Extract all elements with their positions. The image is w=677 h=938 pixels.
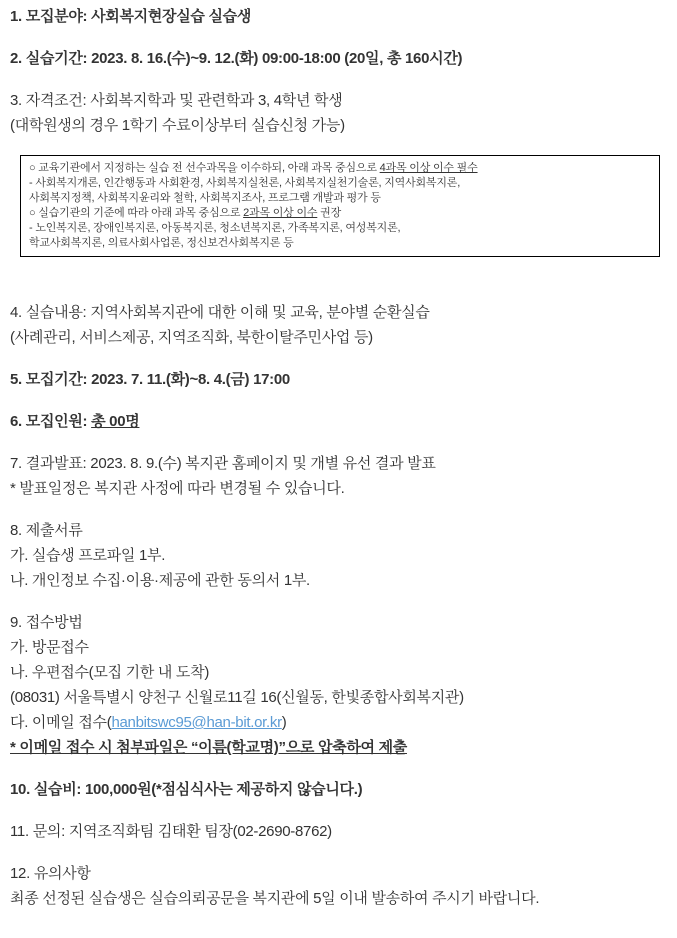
box-recommended-rule-text: ○ 실습기관의 기준에 따라 아래 과목 중심으로 xyxy=(29,207,244,219)
qualification-line1: 3. 자격조건: 사회복지학과 및 관련학과 3, 4학년 학생 xyxy=(10,92,343,109)
notice-document xyxy=(10,4,669,911)
box-recommended-rule-suffix: 권장 xyxy=(317,207,342,219)
box-required-rule-underlined: 4과목 이상 이수 필수 xyxy=(379,162,478,174)
section-submission-documents xyxy=(10,518,669,593)
submission-item-b: 나. 개인정보 수집·이용·제공에 관한 동의서 1부. xyxy=(10,572,310,589)
application-title: 9. 접수방법 xyxy=(10,614,83,631)
practice-content-line2: (사례관리, 서비스제공, 지역조직화, 북한이탈주민사업 등) xyxy=(10,329,373,346)
box-required-rule-text: ○ 교육기관에서 지정하는 실습 전 선수과목을 이수하되, 아래 과목 중심으로 xyxy=(29,162,380,174)
qualification-line2: (대학원생의 경우 1학기 수료이상부터 실습신청 가능) xyxy=(10,117,345,134)
prerequisite-courses-box xyxy=(20,155,660,257)
headcount-value: 총 00명 xyxy=(91,413,140,430)
email-attachment-note: * 이메일 접수 시 첨부파일은 “이름(학교명)”으로 압축하여 제출 xyxy=(10,739,407,756)
application-email-prefix: 다. 이메일 접수( xyxy=(10,714,112,731)
email-link[interactable]: hanbitswc95@han-bit.or.kr xyxy=(111,714,282,731)
box-recommended-rule-underlined: 2과목 이상 이수 xyxy=(243,207,318,219)
result-announcement-note: * 발표일정은 복지관 사정에 따라 변경될 수 있습니다. xyxy=(10,480,345,497)
application-visit: 가. 방문접수 xyxy=(10,639,89,656)
section-result-announcement xyxy=(10,451,669,501)
submission-title: 8. 제출서류 xyxy=(10,522,83,539)
section-practice-period: 2. 실습기간: 2023. 8. 16.(수)~9. 12.(화) 09:00-18:00 (20일, 총 160시간) xyxy=(10,50,463,67)
caution-title: 12. 유의사항 xyxy=(10,865,91,882)
section-contact: 11. 문의: 지역조직화팀 김태환 팀장(02-2690-8762) xyxy=(10,823,332,840)
section-qualification xyxy=(10,88,669,138)
box-recommended-course-list-2: 학교사회복지론, 의료사회사업론, 정신보건사회복지론 등 xyxy=(29,237,294,249)
practice-content-line1: 4. 실습내용: 지역사회복지관에 대한 이해 및 교육, 분야별 순환실습 xyxy=(10,304,430,321)
box-required-course-list-2: 사회복지정책, 사회복지윤리와 철학, 사회복지조사, 프로그램 개발과 평가 등 xyxy=(29,192,381,204)
submission-item-a: 가. 실습생 프로파일 1부. xyxy=(10,547,166,564)
section-caution xyxy=(10,861,669,911)
section-practice-content xyxy=(10,300,669,350)
section-application-method xyxy=(10,610,669,760)
box-recommended-course-list-1: - 노인복지론, 장애인복지론, 아동복지론, 청소년복지론, 가족복지론, 여성복지론, xyxy=(29,222,401,234)
section-recruit-field: 1. 모집분야: 사회복지현장실습 실습생 xyxy=(10,8,252,25)
headcount-label: 6. 모집인원: xyxy=(10,413,92,430)
application-email-suffix: ) xyxy=(281,714,287,731)
section-recruit-period: 5. 모집기간: 2023. 7. 11.(화)~8. 4.(금) 17:00 xyxy=(10,371,290,388)
result-announcement-line1: 7. 결과발표: 2023. 8. 9.(수) 복지관 홈페이지 및 개별 유선 결과 발표 xyxy=(10,455,436,472)
box-required-courses-rule xyxy=(29,161,651,176)
box-required-course-list-1: - 사회복지개론, 인간행동과 사회환경, 사회복지실천론, 사회복지실천기술론, 지역사회복지론, xyxy=(29,177,461,189)
box-recommended-courses-rule xyxy=(29,206,651,221)
application-mail: 나. 우편접수(모집 기한 내 도착) xyxy=(10,664,210,681)
caution-detail: 최종 선정된 실습생은 실습의뢰공문을 복지관에 5일 이내 발송하여 주시기 바랍니다. xyxy=(10,890,540,907)
section-recruit-headcount xyxy=(10,409,669,434)
application-address: (08031) 서울특별시 양천구 신월로11길 16(신월동, 한빛종합사회복지관) xyxy=(10,689,464,706)
section-practice-fee: 10. 실습비: 100,000원(*점심식사는 제공하지 않습니다.) xyxy=(10,781,363,798)
